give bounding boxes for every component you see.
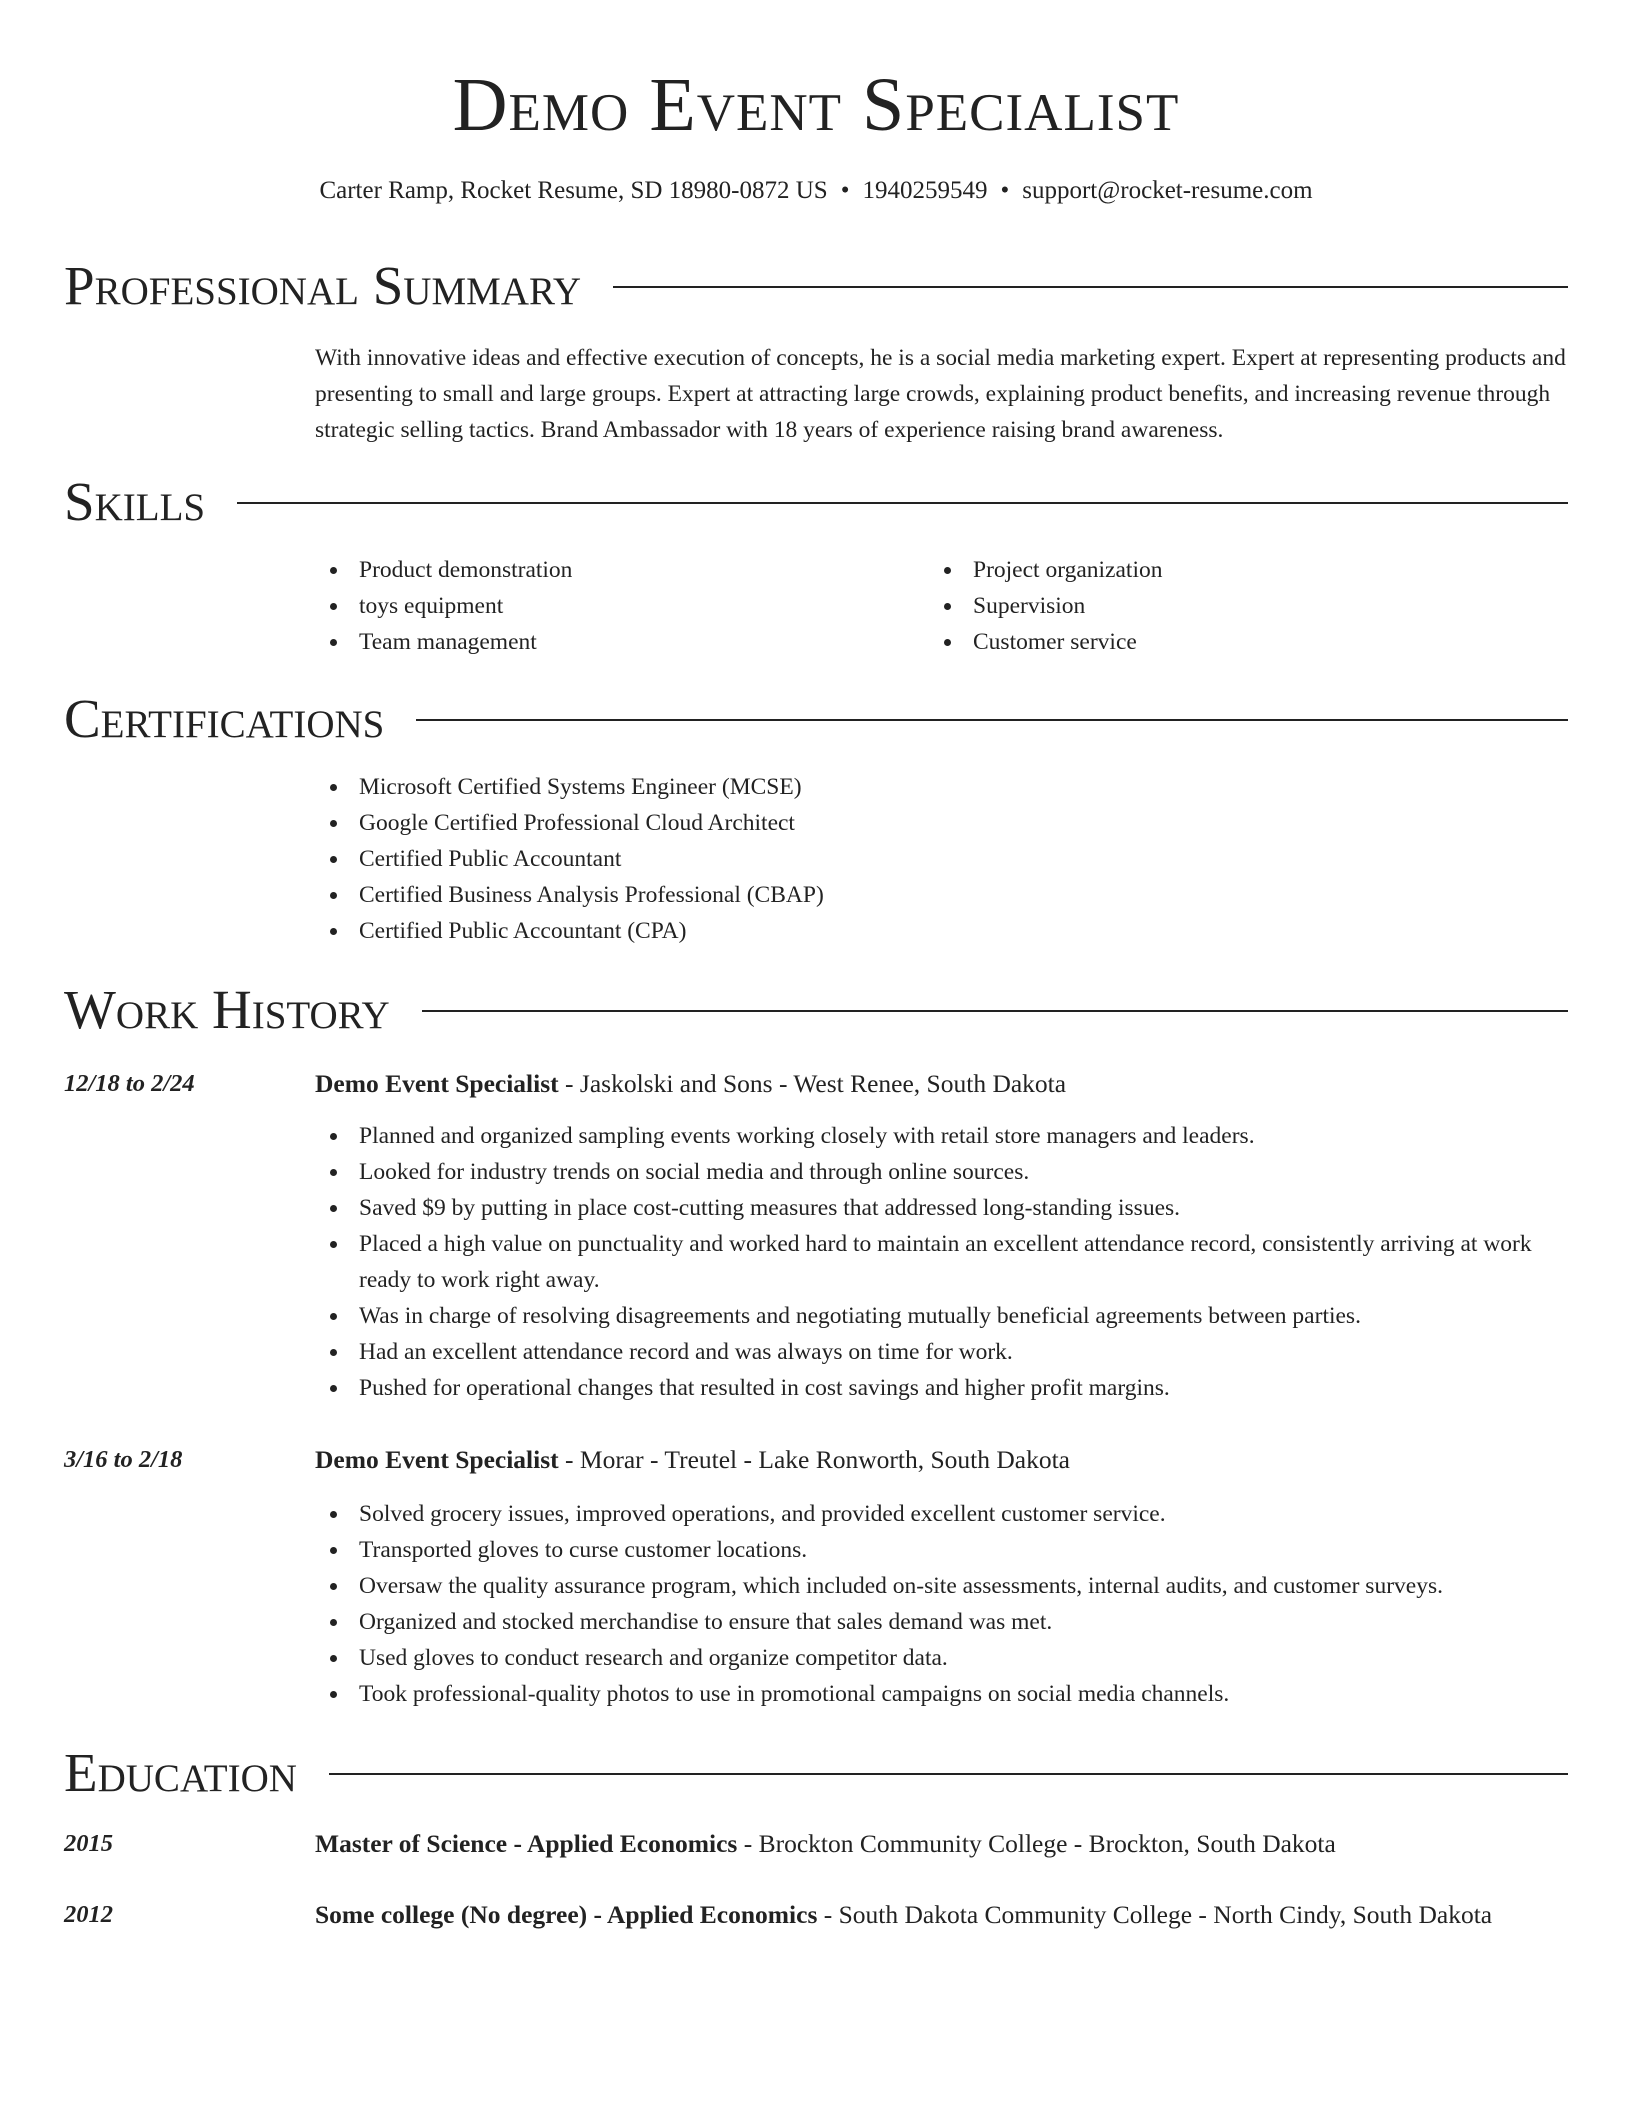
education-section-header — [64, 1741, 1568, 1805]
job-bullets — [315, 1496, 1575, 1712]
job-details: - Jaskolski and Sons - West Renee, South Dakota — [558, 1069, 1067, 1098]
job-bullet: Was in charge of resolving disagreements and negotiating mutually beneficial agreements between parties. — [315, 1298, 1575, 1334]
job-bullet: Had an excellent attendance record and was always on time for work. — [315, 1334, 1575, 1370]
job-header — [315, 1442, 1575, 1478]
certification-item: Microsoft Certified Systems Engineer (MCSE) — [315, 769, 1575, 805]
certifications-list — [315, 769, 1575, 949]
phone: 1940259549 — [862, 177, 988, 204]
section-divider — [416, 719, 1568, 721]
certification-item: Certified Public Accountant — [315, 841, 1575, 877]
education-degree: Master of Science - Applied Economics — [315, 1829, 738, 1858]
education-entry — [315, 1897, 1575, 1933]
skills-column-left — [315, 552, 915, 660]
job-details: - Morar - Treutel - Lake Ronworth, South Dakota — [558, 1445, 1070, 1474]
certifications-section-header — [64, 687, 1568, 751]
education-title: Education — [64, 1742, 297, 1803]
education-year: 2012 — [64, 1901, 113, 1928]
certification-item: Certified Business Analysis Professional (CBAP) — [315, 877, 1575, 913]
job-dates: 12/18 to 2/24 — [64, 1070, 195, 1097]
skills-section-header — [64, 470, 1568, 534]
section-divider — [422, 1010, 1568, 1012]
job-bullet: Organized and stocked merchandise to ensure that sales demand was met. — [315, 1604, 1575, 1640]
address: Carter Ramp, Rocket Resume, SD 18980-0872 US — [319, 177, 828, 204]
job-bullet: Took professional-quality photos to use in promotional campaigns on social media channels. — [315, 1676, 1575, 1712]
section-divider — [329, 1773, 1568, 1775]
contact-line — [0, 174, 1632, 208]
certification-item: Google Certified Professional Cloud Architect — [315, 805, 1575, 841]
job-bullets — [315, 1118, 1575, 1406]
summary-text: With innovative ideas and effective execution of concepts, he is a social media marketing expert. Expert at representing products and presenting to small and large groups. Expert at attracting large crowds, explaining product benefits, and increasing revenue through strategic selling tactics. Brand Ambassador with 18 years of experience raising brand awareness. — [315, 345, 1566, 443]
section-divider — [613, 286, 1568, 288]
certification-item: Certified Public Accountant (CPA) — [315, 913, 1575, 949]
skill-item: Team management — [315, 624, 915, 660]
skills-title: Skills — [64, 471, 206, 532]
skill-item: toys equipment — [315, 588, 915, 624]
education-details: - Brockton Community College - Brockton, South Dakota — [737, 1829, 1336, 1858]
separator-dot: • — [1000, 177, 1010, 204]
summary-section-header — [64, 254, 1568, 318]
skill-item: Product demonstration — [315, 552, 915, 588]
job-header — [315, 1066, 1575, 1102]
job-dates: 3/16 to 2/18 — [64, 1446, 183, 1473]
email: support@rocket-resume.com — [1022, 177, 1313, 204]
skill-item: Project organization — [929, 552, 1529, 588]
job-bullet: Planned and organized sampling events working closely with retail store managers and leaders. — [315, 1118, 1575, 1154]
separator-dot: • — [840, 177, 850, 204]
work-title: Work History — [64, 979, 390, 1040]
summary-title: Professional Summary — [64, 255, 582, 316]
job-bullet: Saved $9 by putting in place cost-cutting measures that addressed long-standing issues. — [315, 1190, 1575, 1226]
education-entry — [315, 1826, 1575, 1862]
work-section-header — [64, 978, 1568, 1042]
education-details: - South Dakota Community College - North Cindy, South Dakota — [817, 1900, 1493, 1929]
skill-item: Supervision — [929, 588, 1529, 624]
candidate-name: Demo Event Specialist — [452, 63, 1180, 147]
skill-item: Customer service — [929, 624, 1529, 660]
section-divider — [237, 502, 1568, 504]
job-title: Demo Event Specialist — [315, 1069, 559, 1098]
job-bullet: Solved grocery issues, improved operations, and provided excellent customer service. — [315, 1496, 1575, 1532]
job-bullet: Looked for industry trends on social media and through online sources. — [315, 1154, 1575, 1190]
job-bullet: Oversaw the quality assurance program, which included on-site assessments, internal audits, and customer surveys. — [315, 1568, 1575, 1604]
education-degree: Some college (No degree) - Applied Economics — [315, 1900, 818, 1929]
certifications-title: Certifications — [64, 688, 385, 749]
job-title: Demo Event Specialist — [315, 1445, 559, 1474]
education-year: 2015 — [64, 1830, 113, 1857]
job-bullet: Transported gloves to curse customer locations. — [315, 1532, 1575, 1568]
skills-column-right — [929, 552, 1529, 660]
job-bullet: Used gloves to conduct research and organize competitor data. — [315, 1640, 1575, 1676]
job-bullet: Pushed for operational changes that resulted in cost savings and higher profit margins. — [315, 1370, 1575, 1406]
job-bullet: Placed a high value on punctuality and worked hard to maintain an excellent attendance record, consistently arriving at work ready to work right away. — [315, 1226, 1575, 1298]
